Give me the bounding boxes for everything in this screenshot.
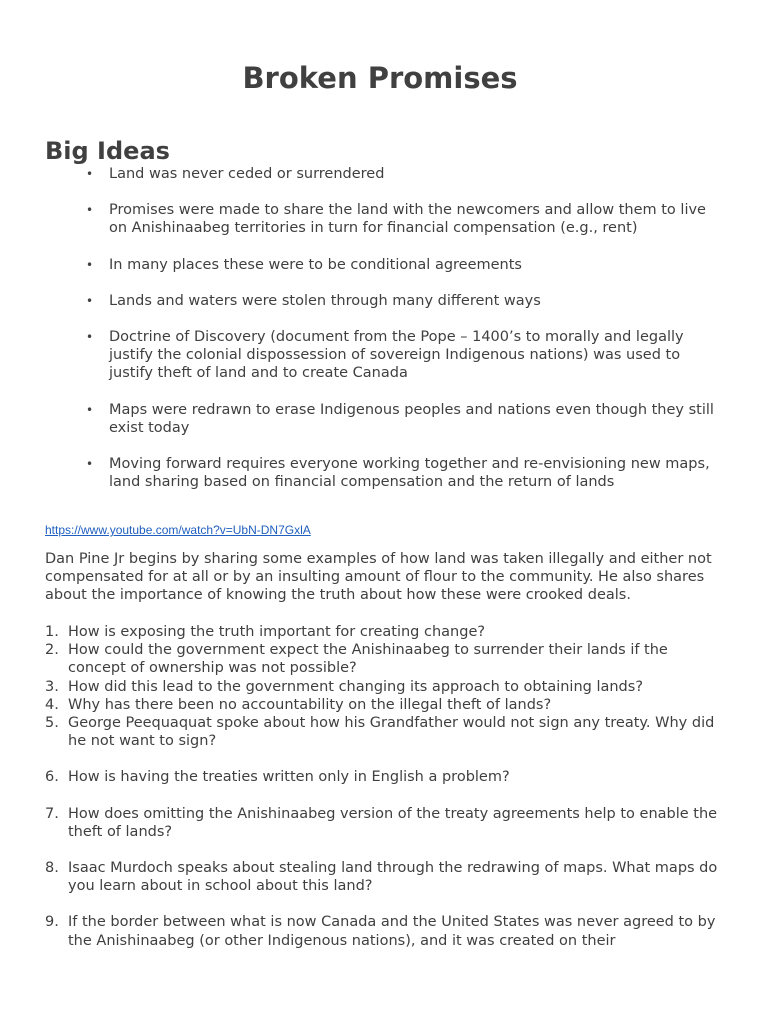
question-item (0, 805, 768, 841)
question-item (0, 641, 768, 677)
question-item (0, 623, 768, 641)
bullet-icon: • (86, 167, 94, 181)
intro-paragraph: Dan Pine Jr begins by sharing some examples of how land was taken illegally and either not compensated for at all or by an insulting amount of flour to the community. He also shares about the importance of knowing the truth about how these were crooked deals. (45, 551, 712, 604)
big-idea-item (0, 401, 768, 437)
question-text: How is having the treaties written only in English a problem? (68, 769, 510, 786)
big-ideas-list (0, 165, 768, 509)
big-idea-item (0, 292, 768, 310)
big-idea-item (0, 256, 768, 274)
question-text: How could the government expect the Anishinaabeg to surrender their lands if the concept of ownership was not possible? (68, 642, 668, 677)
question-number: 7. (45, 805, 59, 822)
question-item (0, 678, 768, 696)
question-text: How did this lead to the government changing its approach to obtaining lands? (68, 678, 644, 695)
question-text: If the border between what is now Canada and the United States was never agreed to by the Anishinaabeg (or other Indigenous nations), and it was created on their (68, 914, 716, 949)
bullet-icon: • (86, 457, 94, 472)
big-idea-item (0, 455, 768, 491)
section-heading-big-ideas: Big Ideas (45, 137, 170, 165)
question-item (0, 714, 768, 750)
question-item (0, 696, 768, 714)
question-list (0, 623, 768, 950)
big-idea-text: Doctrine of Discovery (document from the Pope – 1400’s to morally and legally justify the colonial dispossession of sovereign Indigenous nations) was used to justify theft of land and to create Canada (109, 329, 684, 382)
question-item (0, 913, 768, 949)
question-text: How is exposing the truth important for creating change? (68, 624, 486, 640)
bullet-icon: • (86, 402, 94, 417)
big-idea-text: In many places these were to be conditional agreements (109, 256, 522, 273)
big-idea-item (0, 201, 768, 237)
question-number: 6. (45, 769, 59, 786)
question-text: Isaac Murdoch speaks about stealing land through the redrawing of maps. What maps do you learn about in school about this land? (68, 860, 718, 895)
bullet-icon: • (86, 330, 94, 345)
question-number: 4. (45, 696, 59, 713)
big-idea-text: Maps were redrawn to erase Indigenous peoples and nations even though they still exist today (109, 401, 714, 436)
big-idea-text: Land was never ceded or surrendered (109, 166, 385, 182)
question-text: How does omitting the Anishinaabeg version of the treaty agreements help to enable the theft of lands? (68, 805, 718, 840)
bullet-icon: • (86, 203, 94, 218)
question-number: 8. (45, 860, 59, 877)
youtube-video-link[interactable]: https://www.youtube.com/watch?v=UbN-DN7GxlA (45, 523, 311, 537)
question-number: 5. (45, 715, 59, 732)
big-idea-item (0, 165, 768, 183)
big-idea-text: Promises were made to share the land with the newcomers and allow them to live on Anishinaabeg territories in turn for financial compensation (e.g., rent) (109, 202, 706, 237)
question-number: 1. (45, 624, 59, 640)
bullet-icon: • (86, 293, 94, 308)
big-idea-text: Moving forward requires everyone working together and re-envisioning new maps, land sharing based on financial compensation and the return of lands (109, 456, 710, 491)
big-idea-text: Lands and waters were stolen through many different ways (109, 292, 541, 309)
document-title: Broken Promises (242, 61, 518, 95)
question-text: George Peequaquat spoke about how his Grandfather would not sign any treaty. Why did he not want to sign? (68, 715, 715, 750)
question-item (0, 768, 768, 786)
question-item (0, 859, 768, 895)
bullet-icon: • (86, 257, 94, 272)
question-text: Why has there been no accountability on the illegal theft of lands? (68, 696, 552, 713)
big-idea-item (0, 328, 768, 383)
question-number: 2. (45, 642, 59, 659)
question-number: 9. (45, 914, 59, 931)
question-number: 3. (45, 678, 59, 695)
